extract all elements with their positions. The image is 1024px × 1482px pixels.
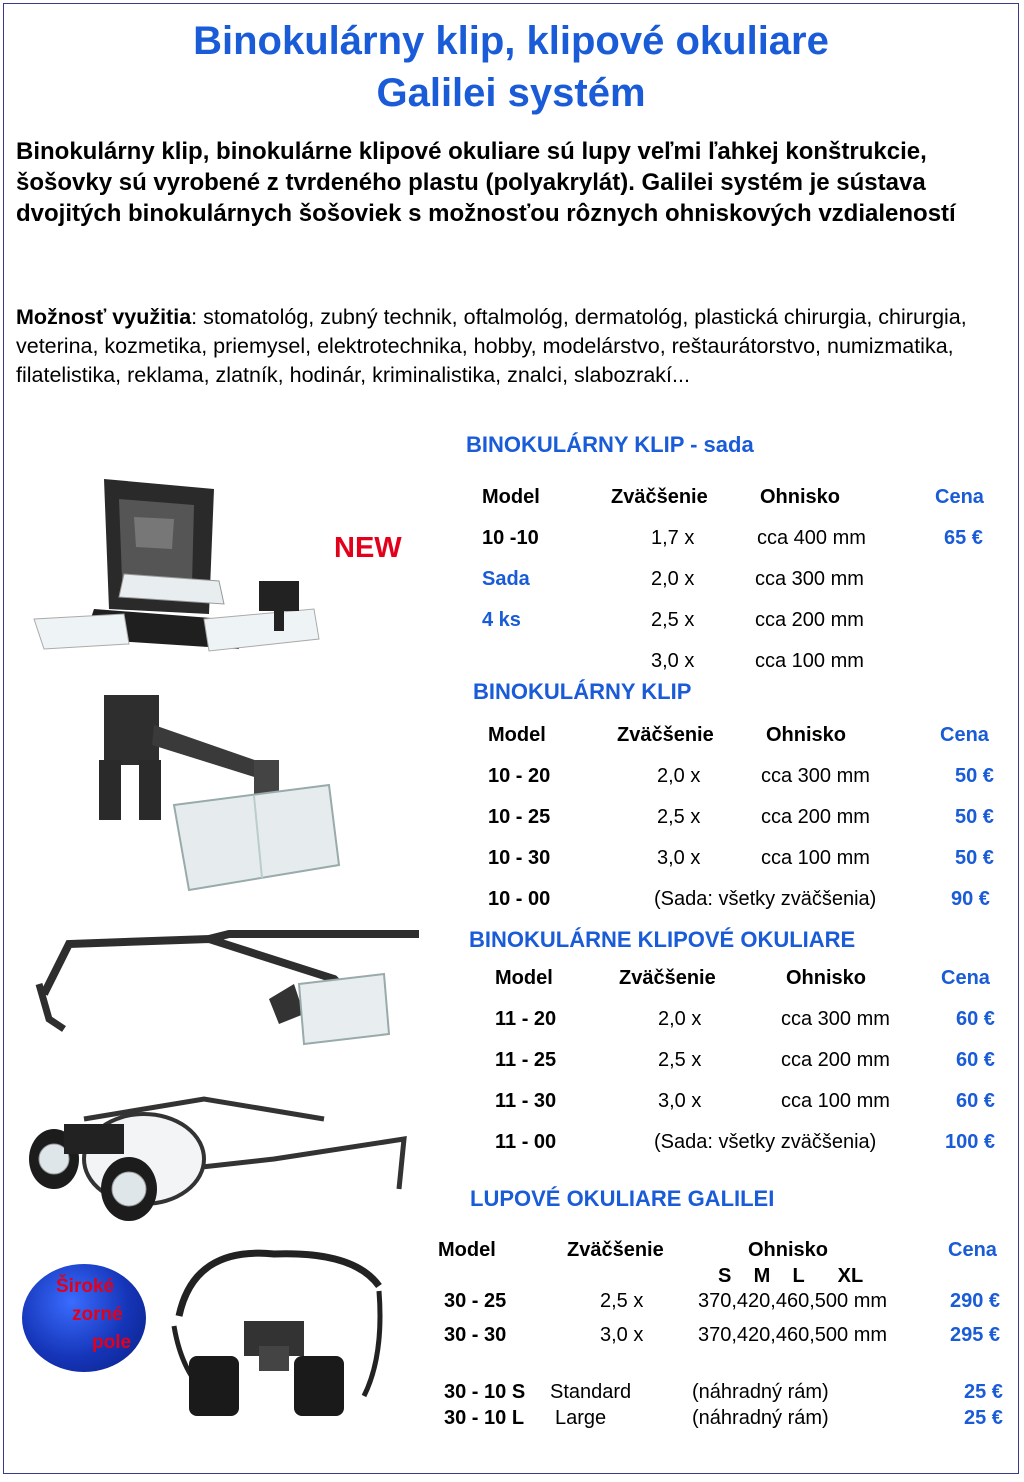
okuliare-row-zoom: 2,0 x [658,1008,702,1030]
sada-zoom: 1,7 x [651,527,695,549]
catalog-page [3,3,1019,1474]
galilei-row-focus: 370,420,460,500 mm [698,1290,888,1312]
okuliare-row-zoom: (Sada: všetky zväčšenia) [654,1131,877,1153]
galilei-row-model: 30 - 25 [444,1290,507,1312]
frame-row-model: 30 - 10 S [444,1381,526,1403]
klip-row-price: 90 € [951,888,990,910]
klip-row-model: 10 - 00 [488,888,551,910]
header-focus: Ohnisko [748,1239,829,1261]
klip-row-price: 50 € [955,847,994,869]
header-model: Model [488,724,546,746]
okuliare-row-focus: cca 300 mm [781,1008,890,1030]
okuliare-row-price: 60 € [956,1008,995,1030]
okuliare-row-zoom: 3,0 x [658,1090,702,1112]
sada-focus: cca 200 mm [755,609,864,631]
sada-focus: cca 300 mm [755,568,864,590]
klip-row-focus: cca 300 mm [761,765,870,787]
klip-row-focus: cca 200 mm [761,806,870,828]
okuliare-row-price: 100 € [945,1131,996,1153]
badge-line-1: Široké [56,1276,115,1297]
sada-zoom: 2,0 x [651,568,695,590]
klip-row-zoom: (Sada: všetky zväčšenia) [654,888,877,910]
header-model: Model [438,1239,496,1261]
header-price: Cena [948,1239,997,1261]
sada-focus: cca 100 mm [755,650,864,672]
okuliare-row-price: 60 € [956,1090,995,1112]
klip-row-focus: cca 100 mm [761,847,870,869]
galilei-sizes: S M L XL [718,1265,864,1287]
okuliare-row-model: 11 - 00 [495,1131,557,1153]
galilei-row-zoom: 2,5 x [600,1290,644,1312]
sada-count: 4 ks [482,609,521,631]
okuliare-row-price: 60 € [956,1049,995,1071]
binocular-clip-image [94,690,354,900]
frame-row-model: 30 - 10 L [444,1407,525,1429]
klip-row-price: 50 € [955,806,994,828]
header-model: Model [482,486,540,508]
okuliare-row-model: 11 - 20 [495,1008,557,1030]
header-price: Cena [940,724,989,746]
klip-row-model: 10 - 25 [488,806,551,828]
sada-label: Sada [482,568,530,590]
frame-row-price: 25 € [964,1381,1003,1403]
header-focus: Ohnisko [786,967,867,989]
okuliare-row-zoom: 2,5 x [658,1049,702,1071]
header-model: Model [495,967,553,989]
klip-row-model: 10 - 20 [488,765,551,787]
header-focus: Ohnisko [766,724,847,746]
badge-line-2: zorné [72,1304,123,1325]
frame-row-size: Standard [550,1381,632,1403]
new-label: NEW [334,532,402,564]
galilei-row-zoom: 3,0 x [600,1324,644,1346]
section-title-okuliare: BINOKULÁRNE KLIPOVÉ OKULIARE [469,927,856,952]
intro-paragraph: Binokulárny klip, binokulárne klipové okuliare sú lupy veľmi ľahkej konštrukcie, šošovky sú vyrobené z tvrdeného plastu (polyakrylát). Galilei systém je sústava dvojitých binokulárnych šošoviek s možnosťou rôznych ohniskových vzdialeností [16,138,956,227]
sada-focus: cca 400 mm [757,527,866,549]
sada-model: 10 -10 [482,527,539,549]
okuliare-row-model: 11 - 30 [495,1090,557,1112]
header-price: Cena [935,486,984,508]
sada-price: 65 € [944,527,983,549]
usage-text: : stomatológ, zubný technik, oftalmológ, dermatológ, plastická chirurgia, chirurgia, veterina, kozmetika, priemysel, elektrotechnika, hobby, modelárstvo, reštaurátorstvo, numizmatika, filatelistika, reklama, zlatník, hodinár, kriminalistika, znalci, slabozrakí... [16,305,967,387]
galilei-loupe-image [24,1079,414,1239]
klip-row-model: 10 - 30 [488,847,551,869]
header-price: Cena [941,967,990,989]
clip-glasses-image [29,924,429,1064]
case-with-clips-image [24,469,324,669]
okuliare-row-focus: cca 200 mm [781,1049,890,1071]
header-zoom: Zväčšenie [567,1239,664,1261]
wide-field-badge [22,1264,146,1372]
frame-row-note: (náhradný rám) [692,1381,829,1403]
okuliare-row-model: 11 - 25 [495,1049,557,1071]
usage-label: Možnosť využitia [16,305,192,329]
header-focus: Ohnisko [760,486,841,508]
sada-zoom: 2,5 x [651,609,695,631]
galilei-row-model: 30 - 30 [444,1324,507,1346]
frame-row-price: 25 € [964,1407,1003,1429]
klip-row-zoom: 3,0 x [657,847,701,869]
klip-row-zoom: 2,0 x [657,765,701,787]
header-zoom: Zväčšenie [611,486,708,508]
section-title-klip: BINOKULÁRNY KLIP [473,679,692,704]
badge-line-3: pole [92,1332,132,1353]
klip-row-price: 50 € [955,765,994,787]
okuliare-row-focus: cca 100 mm [781,1090,890,1112]
klip-row-zoom: 2,5 x [657,806,701,828]
galilei-row-focus: 370,420,460,500 mm [698,1324,888,1346]
sada-zoom: 3,0 x [651,650,695,672]
frame-row-note: (náhradný rám) [692,1407,829,1429]
galilei-row-price: 295 € [950,1324,1001,1346]
header-zoom: Zväčšenie [619,967,716,989]
section-title-sada: BINOKULÁRNY KLIP - sada [466,432,754,457]
galilei-headband-image [164,1236,394,1436]
frame-row-size: Large [555,1407,607,1429]
header-zoom: Zväčšenie [617,724,714,746]
galilei-row-price: 290 € [950,1290,1001,1312]
title-line-2: Galilei systém [376,71,646,115]
title-line-1: Binokulárny klip, klipové okuliare [193,19,829,63]
section-title-galilei: LUPOVÉ OKULIARE GALILEI [470,1186,775,1211]
usage-paragraph [16,303,1006,421]
